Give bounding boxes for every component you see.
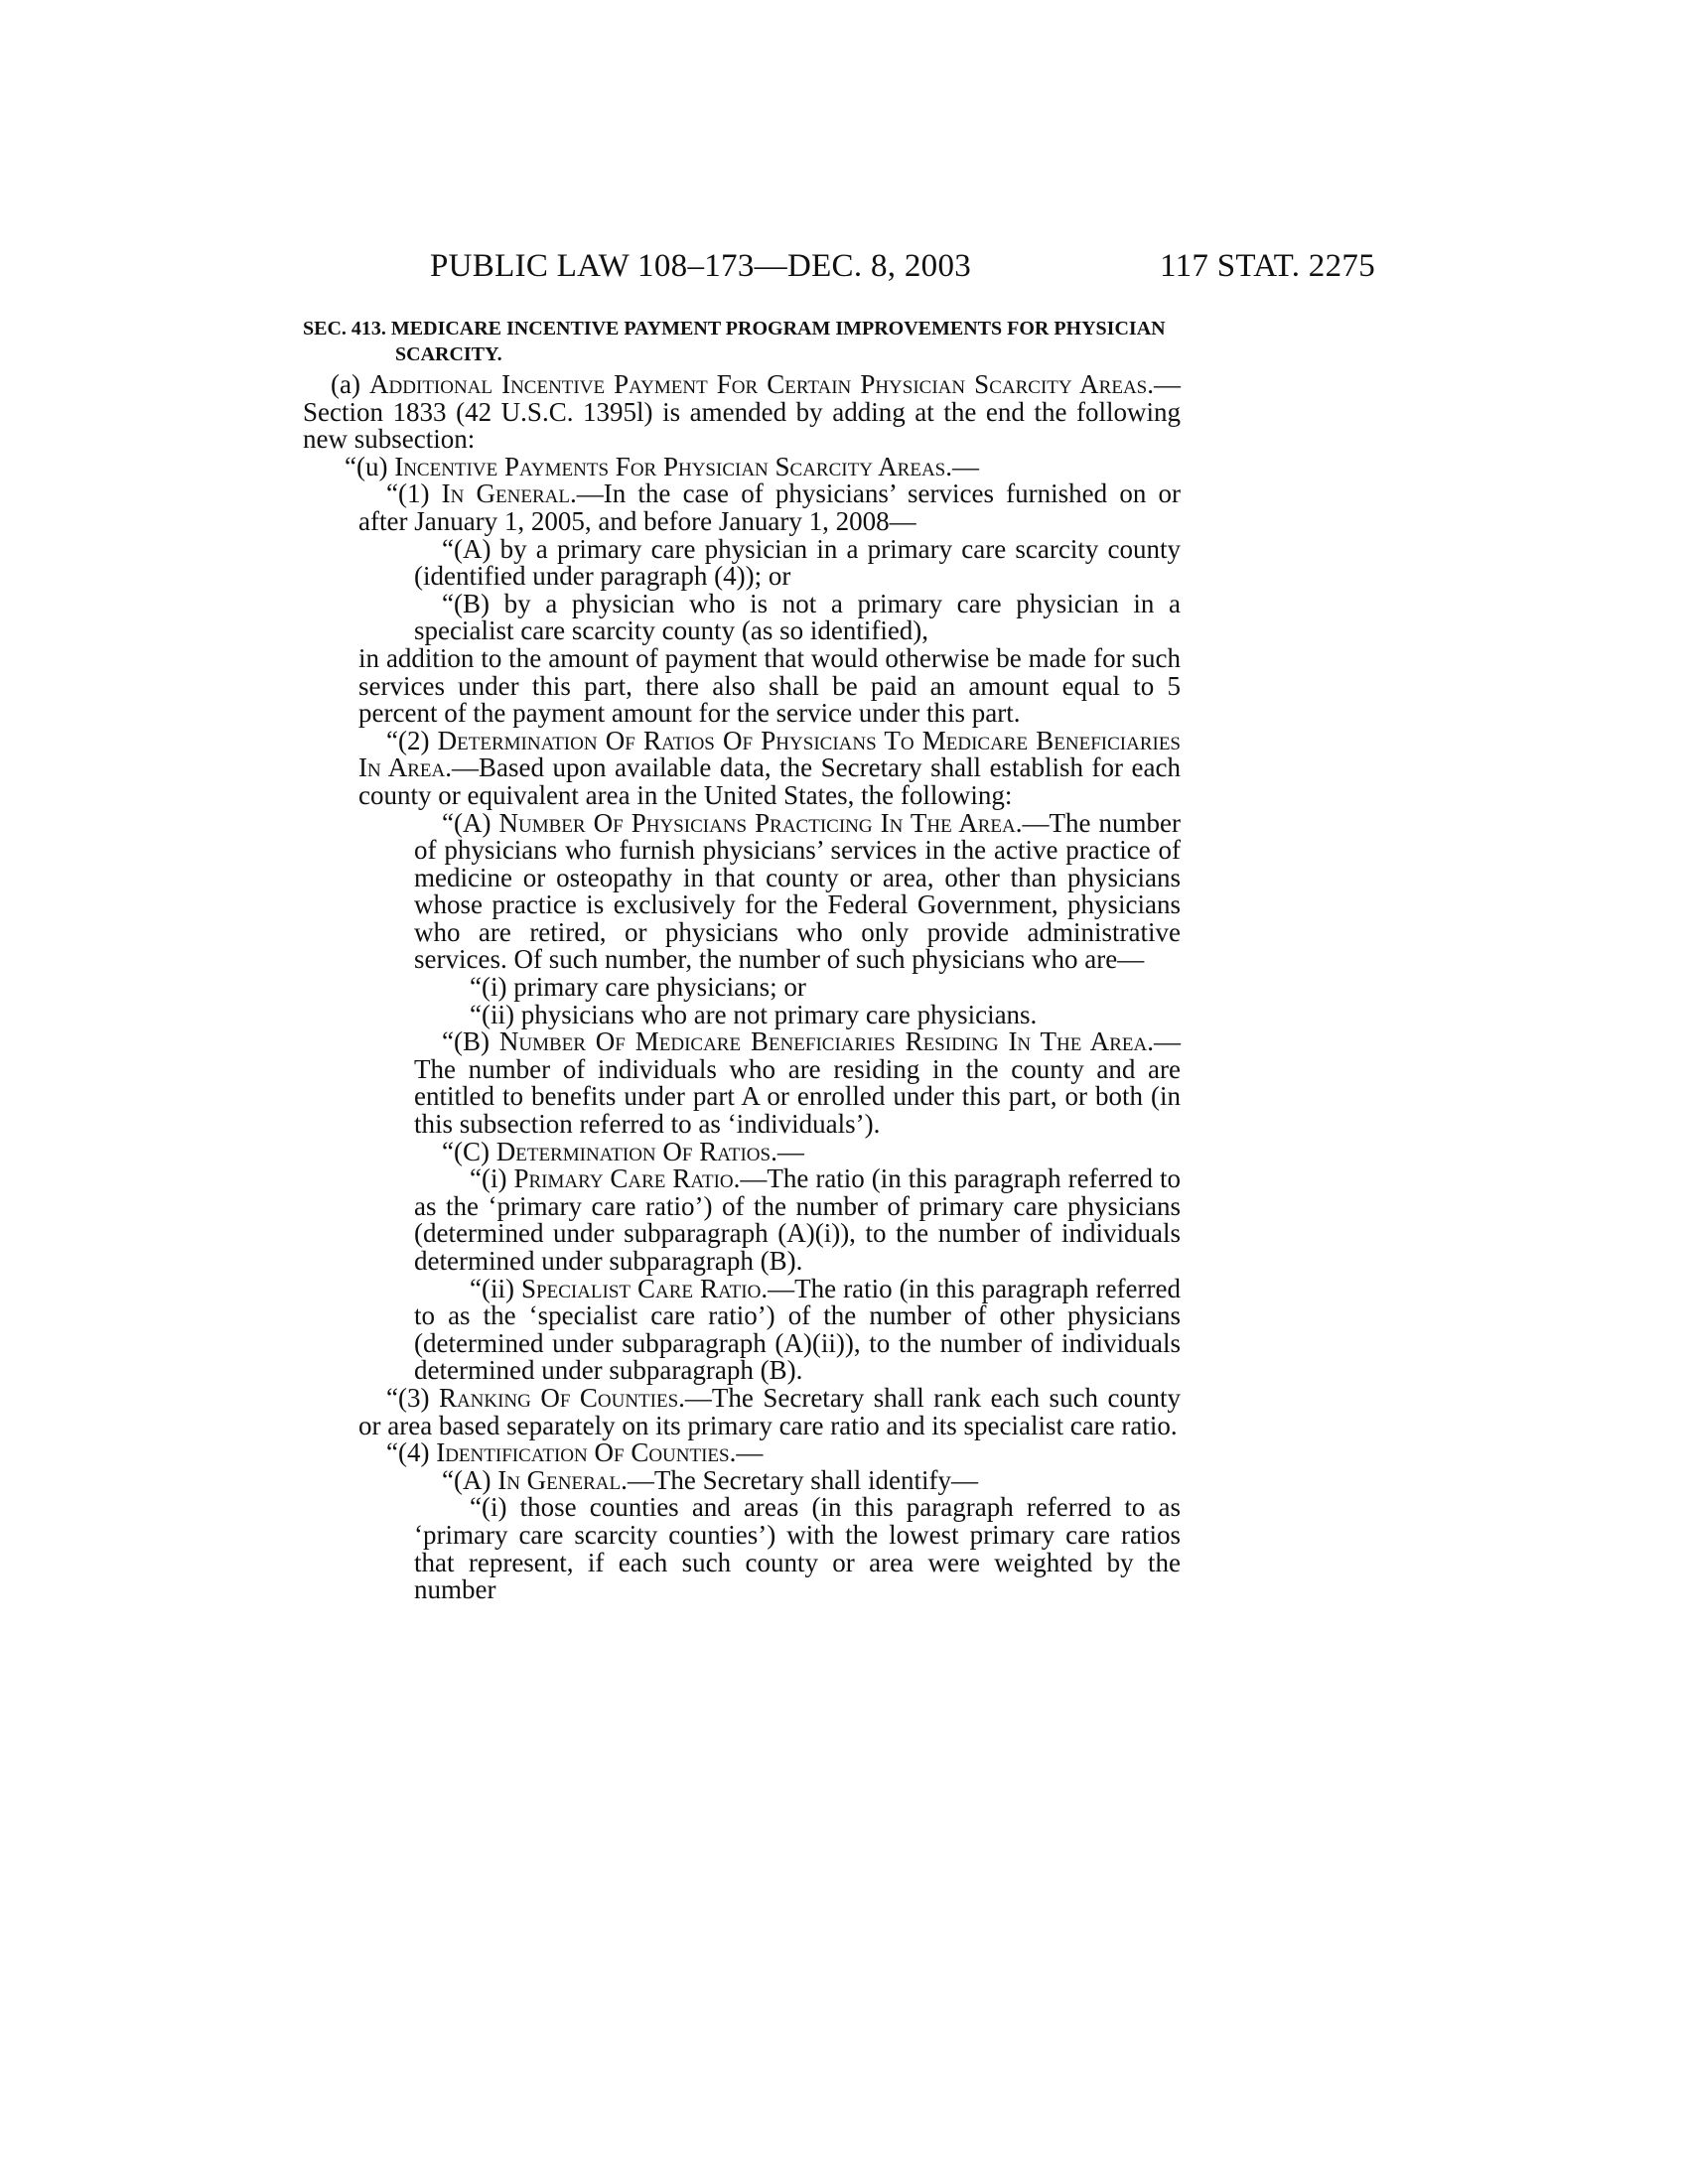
- paragraph-u1A: “(A) by a primary care physician in a primary care scarcity county (identified under paragraph (4)); or: [414, 533, 1181, 592]
- paragraph-u2A: “(A) Number Of Physicians Practicing In The Area.—The number of physicians who furnish physicians’ services in the active practice of medicine or osteopathy in that county or area, other than physicians whose practice is exclusively for the Federal Government, physicians who are retired, or physicians who only provide administrative services. Of such number, the number of such physicians who are—: [414, 807, 1182, 975]
- paragraph-u2Aii: “(ii) physicians who are not primary care physicians.: [470, 999, 1038, 1029]
- paragraph-u4Ai: “(i) those counties and areas (in this paragraph referred to as ‘primary care scarcity counties’) with the lowest primary care ratios that represent, if each such county or area were weighted by the number: [414, 1492, 1181, 1605]
- paragraph-u2Ci: “(i) Primary Care Ratio.—The ratio (in this paragraph referred to as the ‘primary care ratio’) of the number of primary care physicians (determined under subparagraph (A)(i)), to the number of individuals determined under subparagraph (B).: [414, 1163, 1182, 1276]
- paragraph-u: “(u) Incentive Payments For Physician Scarcity Areas.—: [345, 451, 979, 481]
- statute-page-number: 117 STAT. 2275: [1160, 248, 1375, 284]
- paragraph-u2C: “(C) Determination Of Ratios.—: [442, 1136, 804, 1166]
- document-body: [303, 316, 1181, 1604]
- paragraph-u2: “(2) Determination Of Ratios Of Physicians To Medicare Beneficiaries In Area.—Based upon available data, the Secretary shall establish for each county or equivalent area in the United States, the following:: [358, 725, 1181, 810]
- running-header: [303, 246, 1375, 286]
- paragraph-u2Ai: “(i) primary care physicians; or: [470, 972, 806, 1003]
- paragraph-u4A: “(A) In General.—The Secretary shall identify—: [442, 1464, 979, 1495]
- paragraph-u1B: “(B) by a physician who is not a primary care physician in a specialist care scarcity county (as so identified),: [414, 588, 1181, 646]
- paragraph-u1: “(1) In General.—In the case of physicians’ services furnished on or after January 1, 2005, and before January 1, 2008—: [358, 478, 1181, 536]
- paragraph-u1-flush: in addition to the amount of payment that would otherwise be made for such services under this part, there also shall be paid an amount equal to 5 percent of the payment amount for the service under this part.: [358, 642, 1181, 729]
- law-title: PUBLIC LAW 108–173—DEC. 8, 2003: [430, 248, 972, 284]
- section-heading-text: SEC. 413. MEDICARE INCENTIVE PAYMENT PROGRAM IMPROVEMENTS FOR PHYSICIAN SCARCITY.: [303, 318, 1166, 365]
- paragraph-u4: “(4) Identification Of Counties.—: [386, 1437, 764, 1468]
- section-heading: [303, 316, 1181, 367]
- paragraph-a: (a) Additional Incentive Payment For Certain Physician Scarcity Areas.—Section 1833 (42 U.S.C. 1395l) is amended by adding at the end the following new subsection:: [303, 369, 1181, 455]
- paragraph-u2Cii: “(ii) Specialist Care Ratio.—The ratio (in this paragraph referred to as the ‘specialist care ratio’) of the number of other physicians (determined under subparagraph (A)(ii)), to the number of individuals determined under subparagraph (B).: [414, 1273, 1181, 1386]
- paragraph-u3: “(3) Ranking Of Counties.—The Secretary shall rank each such county or area based separately on its primary care ratio and its specialist care ratio.: [358, 1382, 1181, 1440]
- paragraph-u2B: “(B) Number Of Medicare Beneficiaries Residing In The Area.—The number of individuals who are residing in the county and are entitled to benefits under part A or enrolled under this part, or both (in this subsection referred to as ‘individuals’).: [414, 1026, 1181, 1140]
